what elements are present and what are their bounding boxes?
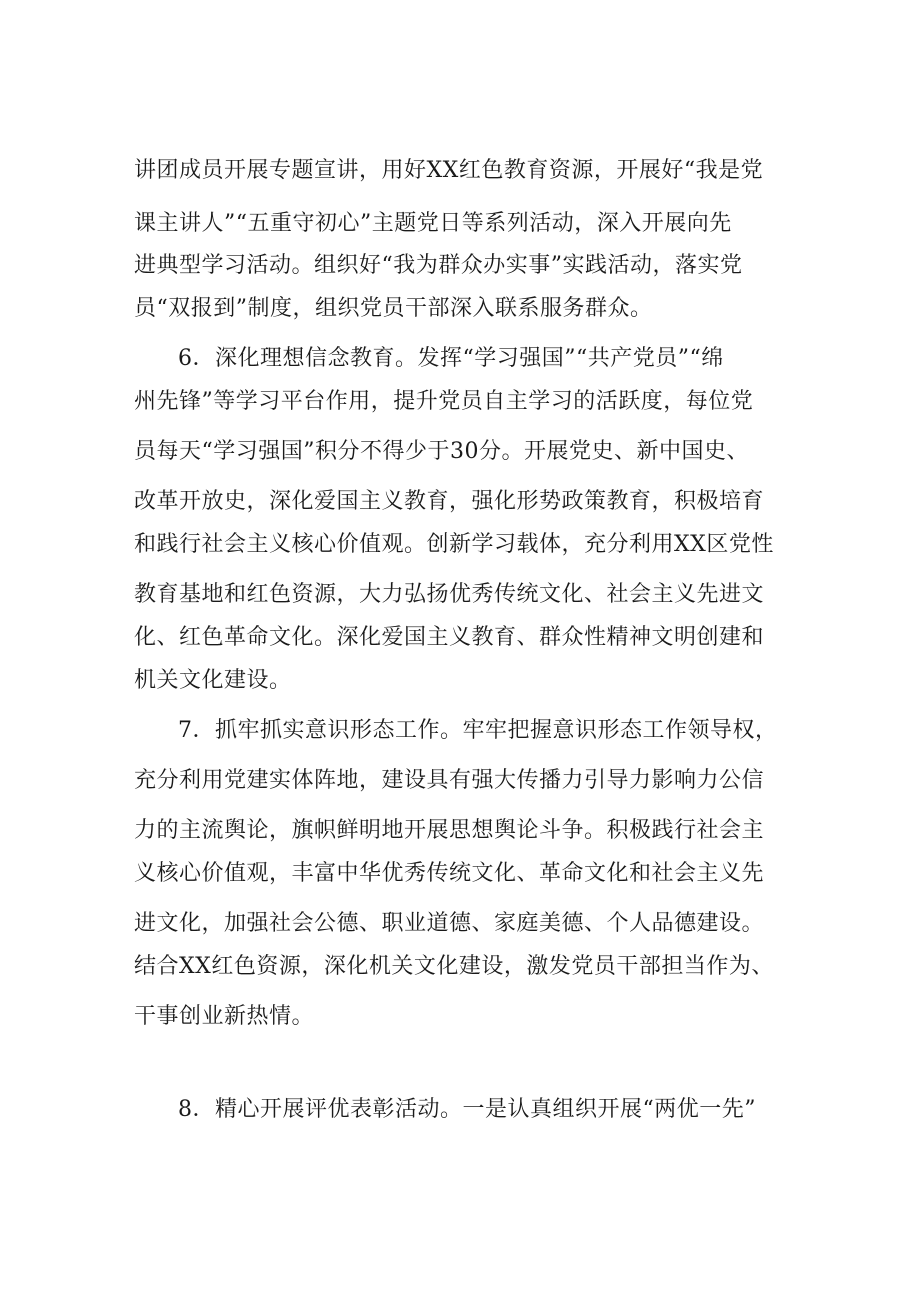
paragraph-2-line-7: 化、红色革命文化。深化爱国主义教育、群众性精神文明创建和 [134,625,765,650]
paragraph-3-line-4: 义核心价值观，丰富中华优秀传统文化、革命文化和社会主义先 [134,861,765,886]
paragraph-3-line-3: 力的主流舆论，旗帜鲜明地开展思想舆论斗争。积极践行社会主 [134,818,765,843]
paragraph-1-line-1: 讲团成员开展专题宣讲，用好XX红色教育资源，开展好“我是党 [134,158,764,183]
paragraph-3-line-5: 进文化，加强社会公德、职业道德、家庭美德、个人品德建设。 [134,911,765,936]
paragraph-3-line-7: 干事创业新热情。 [134,1004,315,1029]
paragraph-2-line-8: 机关文化建设。 [134,668,292,693]
paragraph-1-line-3: 进典型学习活动。组织好“我为群众办实事”实践活动，落实党 [134,253,743,278]
paragraph-2-line-1: 6．深化理想信念教育。发挥“学习强国”“共产党员”“绵 [178,346,724,371]
paragraph-3-line-2: 充分利用党建实体阵地，建设具有强大传播力引导力影响力公信 [134,768,765,793]
paragraph-3-line-1: 7．抓牢抓实意识形态工作。牢牢把握意识形态工作领导权， [178,718,778,743]
paragraph-1-line-4: 员“双报到”制度，组织党员干部深入联系服务群众。 [134,296,653,321]
paragraph-3-line-6: 结合XX红色资源，深化机关文化建设，激发党员干部担当作为、 [134,954,774,979]
paragraph-2-line-5: 和践行社会主义核心价值观。创新学习载体，充分利用XX区党性 [134,532,774,557]
paragraph-1-line-2: 课主讲人”“五重守初心”主题党日等系列活动，深入开展向先 [134,211,732,236]
paragraph-4-line-1: 8．精心开展评优表彰活动。一是认真组织开展“两优一先” [178,1097,756,1122]
paragraph-2-line-2: 州先锋”等学习平台作用，提升党员自主学习的活跃度，每位党 [134,389,754,414]
paragraph-2-line-3: 员每天“学习强国”积分不得少于30分。开展党史、新中国史、 [134,439,749,464]
paragraph-2-line-4: 改革开放史，深化爱国主义教育，强化形势政策教育，积极培育 [134,489,765,514]
paragraph-2-line-6: 教育基地和红色资源，大力弘扬优秀传统文化、社会主义先进文 [134,582,765,607]
